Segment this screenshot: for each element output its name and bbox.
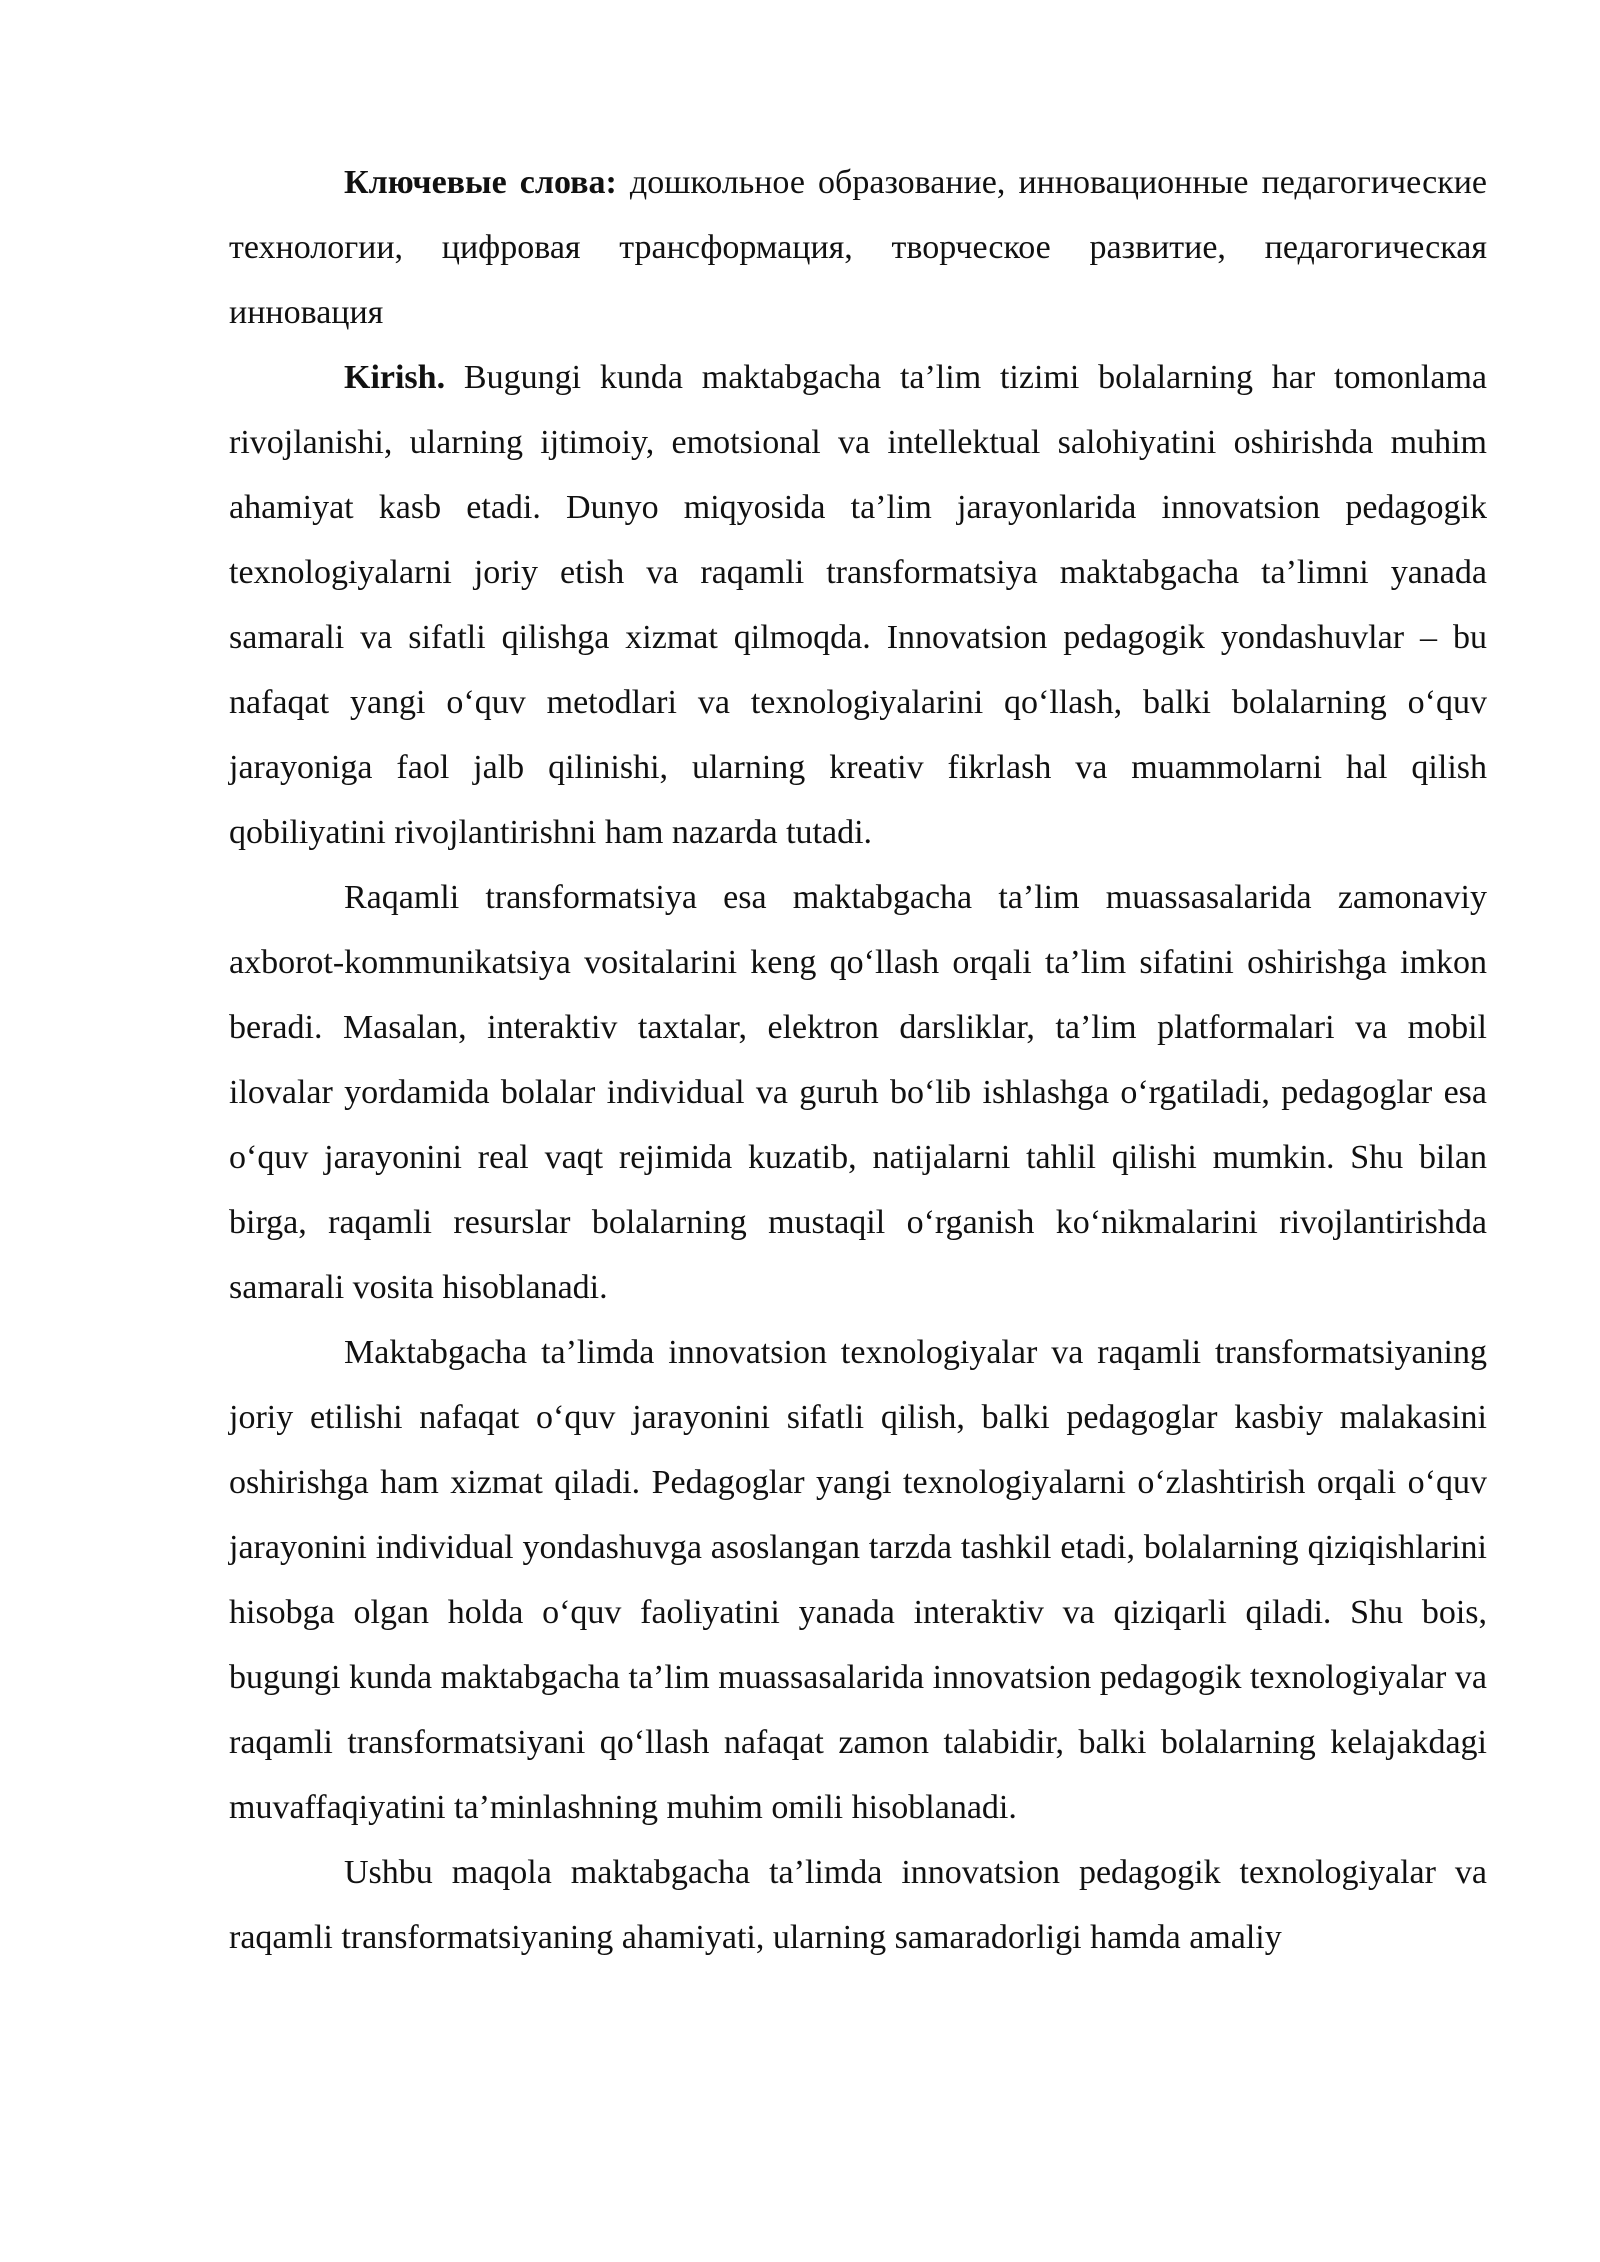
keywords-label: Ключевые слова: bbox=[344, 164, 617, 201]
document-page bbox=[229, 150, 1487, 1970]
body-paragraph: Raqamli transformatsiya esa maktabgacha ta’lim muassasalarida zamonaviy axborot-kommunikatsiya vositalarini keng qo‘llash orqali ta’lim sifatini oshirishga imkon beradi. Masalan, interaktiv taxtalar, elektron darsliklar, ta’lim platformalari va mobil ilovalar yordamida bolalar individual va guruh bo‘lib ishlashga o‘rgatiladi, pedagoglar esa o‘quv jarayonini real vaqt rejimida kuzatib, natijalarni tahlil qilishi mumkin. Shu bilan birga, raqamli resurslar bolalarning mustaqil o‘rganish ko‘nikmalarini rivojlantirishda samarali vosita hisoblanadi. bbox=[229, 879, 1487, 1306]
intro-paragraph bbox=[229, 345, 1487, 865]
intro-text: Bugungi kunda maktabgacha ta’lim tizimi bolalarning har tomonlama rivojlanishi, ularning ijtimoiy, emotsional va intellektual salohiyatini oshirishda muhim ahamiyat kasb etadi. Dunyo miqyosida ta’lim jarayonlarida innovatsion pedagogik texnologiyalarni joriy etish va raqamli transformatsiya maktabgacha ta’limni yanada samarali va sifatli qilishga xizmat qilmoqda. Innovatsion pedagogik yondashuvlar – bu nafaqat yangi o‘quv metodlari va texnologiyalarini qo‘llash, balki bolalarning o‘quv jarayoniga faol jalb qilinishi, ularning kreativ fikrlash va muammolarni hal qilish qobiliyatini rivojlantirishni ham nazarda tutadi. bbox=[229, 359, 1487, 851]
keywords-paragraph bbox=[229, 150, 1487, 345]
body-paragraph: Ushbu maqola maktabgacha ta’limda innovatsion pedagogik texnologiyalar va raqamli transformatsiyaning ahamiyati, ularning samaradorligi hamda amaliy bbox=[229, 1854, 1487, 1956]
body-paragraph: Maktabgacha ta’limda innovatsion texnologiyalar va raqamli transformatsiyaning joriy etilishi nafaqat o‘quv jarayonini sifatli qilish, balki pedagoglar kasbiy malakasini oshirishga ham xizmat qiladi. Pedagoglar yangi texnologiyalarni o‘zlashtirish orqali o‘quv jarayonini individual yondashuvga asoslangan tarzda tashkil etadi, bolalarning qiziqishlarini hisobga olgan holda o‘quv faoliyatini yanada interaktiv va qiziqarli qiladi. Shu bois, bugungi kunda maktabgacha ta’lim muassasalarida innovatsion pedagogik texnologiyalar va raqamli transformatsiyani qo‘llash nafaqat zamon talabidir, balki bolalarning kelajakdagi muvaffaqiyatini ta’minlashning muhim omili hisoblanadi. bbox=[229, 1334, 1487, 1826]
intro-label: Kirish. bbox=[344, 359, 446, 396]
keywords-text: дошкольное образование, инновационные педагогические технологии, цифровая трансформация, творческое развитие, педагогическая инновация bbox=[229, 164, 1487, 331]
